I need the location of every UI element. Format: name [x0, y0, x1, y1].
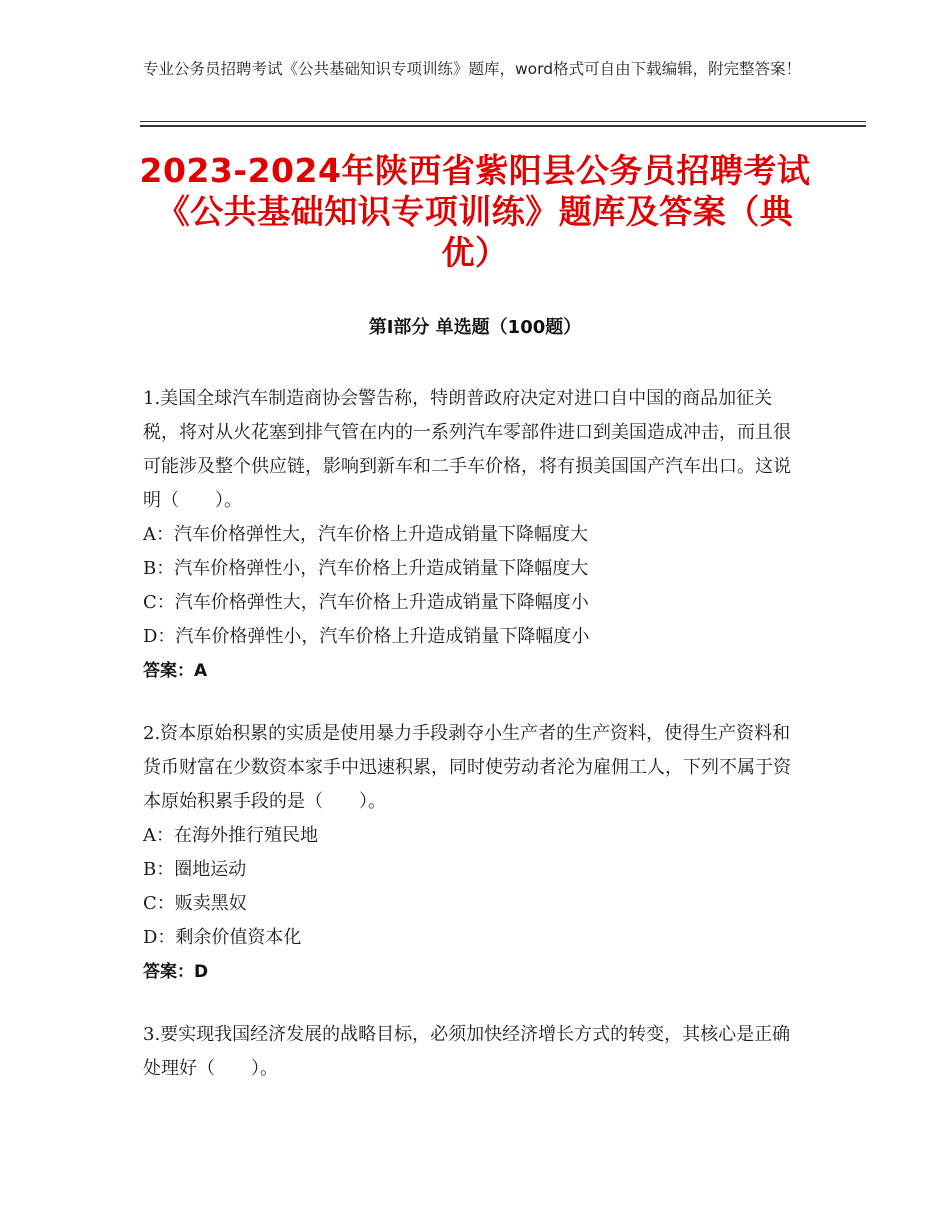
option-a: A：在海外推行殖民地 [143, 825, 318, 846]
title-line: 2023-2024年陕西省紫阳县公务员招聘考试 [139, 151, 811, 190]
question-stem: 3.要实现我国经济发展的战略目标，必须加快经济增长方式的转变，其核心是正确处理好（ ）。 [143, 1024, 791, 1079]
title-line: 优） [441, 233, 509, 272]
header-divider-thin [140, 121, 866, 122]
section-heading: 第Ⅰ部分 单选题（100题） [368, 317, 582, 338]
option-c: C：汽车价格弹性大，汽车价格上升造成销量下降幅度小 [143, 592, 589, 613]
option-a: A：汽车价格弹性大，汽车价格上升造成销量下降幅度大 [143, 524, 588, 545]
title-line: 《公共基础知识专项训练》题库及答案（典 [156, 192, 794, 231]
question-stem: 1.美国全球汽车制造商协会警告称，特朗普政府决定对进口自中国的商品加征关税，将对从火花塞到排气管在内的一系列汽车零部件进口到美国造成冲击，而且很可能涉及整个供应链，影响到新车和二手车价格，将有损美国国产汽车出口。这说明（ ）。 [143, 388, 791, 511]
question-3 [143, 1018, 803, 1086]
option-d: D：剩余价值资本化 [143, 927, 302, 948]
header-divider-thick [140, 125, 866, 127]
option-b: B：汽车价格弹性小，汽车价格上升造成销量下降幅度大 [143, 558, 589, 579]
question-2 [143, 717, 803, 989]
option-c: C：贩卖黑奴 [143, 893, 247, 914]
answer-label: 答案：D [143, 962, 209, 982]
option-b: B：圈地运动 [143, 859, 247, 880]
question-1 [143, 382, 803, 688]
answer-label: 答案：A [143, 661, 208, 681]
document-title [120, 150, 830, 273]
question-list [143, 382, 803, 1115]
question-stem: 2.资本原始积累的实质是使用暴力手段剥夺小生产者的生产资料，使得生产资料和货币财富在少数资本家手中迅速积累，同时使劳动者沦为雇佣工人，下列不属于资本原始积累手段的是（ ）。 [143, 723, 791, 812]
header-note: 专业公务员招聘考试《公共基础知识专项训练》题库，word格式可自由下载编辑，附完整答案！ [143, 60, 802, 78]
option-d: D：汽车价格弹性小，汽车价格上升造成销量下降幅度小 [143, 626, 590, 647]
